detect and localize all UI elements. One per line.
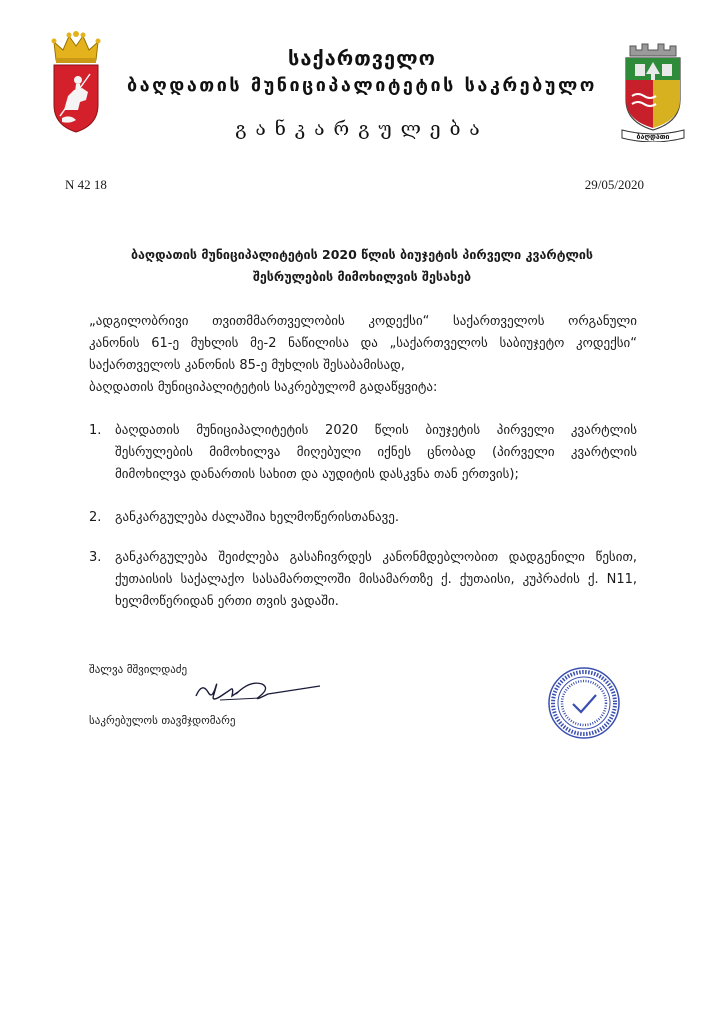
- list-item-number: 2.: [89, 510, 102, 525]
- list-item: [89, 420, 637, 486]
- list-item-number: 3.: [89, 550, 102, 565]
- preamble-line-1: „ადგილობრივი თვითმმართველობის კოდექსი“ საქართველოს ორგანული: [89, 314, 637, 329]
- preamble: [89, 311, 637, 399]
- list-item: [89, 547, 637, 613]
- list-item-number: 1.: [89, 423, 102, 438]
- title-line-2: შესრულების მიმოხილვის შესახებ: [252, 269, 472, 284]
- header-doc-type: განკარგულება: [235, 118, 489, 140]
- list-item-text: ბაღდათის მუნიციპალიტეტის 2020 წლის ბიუჯეტის პირველი კვარტლის შესრულების მიმოხილვა მიღებული იქნეს ცნობად (პირველი კვარტლის მიმოხილვა დანართის სახით და აუდიტის დასკვნა თან ერთვის);: [115, 423, 637, 482]
- list-item: [89, 507, 637, 529]
- document-date: 29/05/2020: [584, 177, 644, 192]
- preamble-line-4: ბაღდათის მუნიციპალიტეტის საკრებულომ გადაწყვიტა:: [89, 380, 438, 395]
- list-item-text: განკარგულება შეიძლება გასაჩივრდეს კანონმდებლობით დადგენილი წესით, ქუთაისის საქალაქო სასამართლოში მისამართზე ქ. ქუთაისი, კუპრაძის ქ. N11, ხელმოწერიდან ერთი თვის ვადაში.: [115, 550, 637, 609]
- handwritten-signature-icon: [190, 672, 325, 708]
- signatory-name: შალვა მშვილდაძე: [89, 663, 188, 676]
- title-line-1: ბაღდათის მუნიციპალიტეტის 2020 წლის ბიუჯეტის პირველი კვარტლის: [130, 247, 594, 262]
- header-council: ბაღდათის მუნიციპალიტეტის საკრებულო: [127, 75, 597, 96]
- signatory-role: საკრებულოს თავმჯდომარე: [89, 714, 236, 727]
- document-number: N 42 18: [65, 177, 107, 192]
- preamble-line-2: კანონის 61-ე მუხლის მე-2 ნაწილისა და „საქართველოს საბიუჯეტო კოდექსი“: [89, 336, 637, 351]
- preamble-line-3: საქართველოს კანონის 85-ე მუხლის შესაბამისად,: [89, 358, 405, 373]
- electronic-seal-icon: [546, 665, 622, 741]
- document-title: [60, 244, 664, 288]
- header-country: საქართველო: [288, 46, 436, 70]
- list-item-text: განკარგულება ძალაშია ხელმოწერისთანავე.: [115, 510, 400, 525]
- emblem-right-label: ბაღდათი: [636, 133, 670, 141]
